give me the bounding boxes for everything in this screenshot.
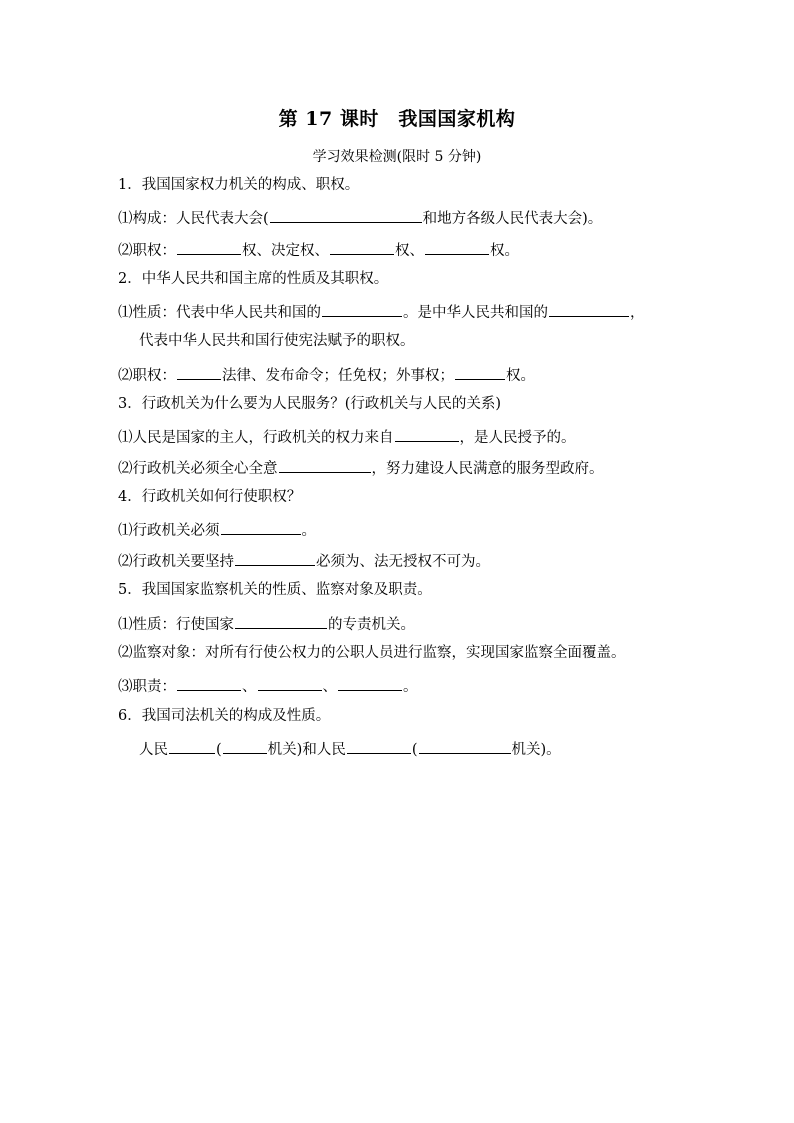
- q4-l2-text-b: 必须为、法无授权不可为。: [316, 554, 490, 570]
- q2-l1-text-c: ，: [630, 305, 645, 321]
- q2-blank-3[interactable]: [177, 363, 221, 380]
- q2-l3-text-b: 法律、发布命令；任免权；外事权；: [222, 368, 454, 384]
- q1-l2-text-c: 权、: [395, 243, 424, 259]
- q5-blank-4[interactable]: [338, 674, 402, 691]
- q1-l2-text-a: ⑵职权：: [118, 243, 176, 259]
- q2-blank-2[interactable]: [549, 300, 629, 317]
- q1-blank-2[interactable]: [177, 238, 241, 255]
- q4-line-2: [118, 549, 490, 572]
- q1-line-1: [118, 206, 602, 229]
- q4-blank-2[interactable]: [235, 549, 315, 566]
- q5-l3-text-b: 、: [242, 679, 257, 695]
- q1-heading: 1．我国国家权力机关的构成、职权。: [118, 177, 360, 193]
- q3-blank-2[interactable]: [279, 456, 371, 473]
- q3-l2-text-a: ⑵行政机关必须全心全意: [118, 461, 278, 477]
- q6-l1-text-e: 机关)。: [511, 742, 561, 758]
- q4-heading: 4．行政机关如何行使职权？: [118, 489, 302, 505]
- q6-l1-text-b: (: [216, 742, 222, 758]
- q6-l1-text-d: (: [411, 742, 418, 758]
- q2-l3-text-a: ⑵职权：: [118, 368, 176, 384]
- q6-l1-text-a: 人民: [139, 742, 168, 758]
- q4-blank-1[interactable]: [221, 518, 301, 535]
- q6-blank-1[interactable]: [169, 737, 215, 754]
- q5-l3-text-c: 、: [322, 679, 337, 695]
- page-subtitle: 学习效果检测(限时 5 分钟): [312, 149, 482, 165]
- q1-blank-4[interactable]: [425, 238, 489, 255]
- q4-l1-text-b: 。: [301, 523, 316, 539]
- q5-l3-text-d: 。: [403, 679, 418, 695]
- q4-line-1: [118, 518, 316, 541]
- q5-blank-2[interactable]: [177, 674, 241, 691]
- q3-line-1: [118, 425, 576, 448]
- q6-l1-text-c: 机关)和人民: [267, 742, 346, 758]
- q6-blank-4[interactable]: [419, 737, 511, 754]
- q1-l2-text-b: 权、决定权、: [242, 243, 329, 259]
- q5-heading: 5．我国国家监察机关的性质、监察对象及职责。: [118, 582, 432, 598]
- q5-blank-1[interactable]: [235, 612, 327, 629]
- q2-l1-text-a: ⑴性质：代表中华人民共和国的: [118, 305, 321, 321]
- q5-l1-text-b: 的专责机关。: [328, 617, 415, 633]
- q2-blank-1[interactable]: [322, 300, 402, 317]
- q5-l3-text-a: ⑶职责：: [118, 679, 176, 695]
- q5-blank-3[interactable]: [258, 674, 322, 691]
- q1-l1-text-a: ⑴构成：人民代表大会(: [118, 211, 269, 227]
- q1-line-2: [118, 238, 519, 261]
- q4-l1-text-a: ⑴行政机关必须: [118, 523, 220, 539]
- q6-blank-3[interactable]: [347, 737, 411, 754]
- q1-blank-3[interactable]: [330, 238, 394, 255]
- q2-l1-text-b: 。是中华人民共和国的: [403, 305, 548, 321]
- q6-blank-2[interactable]: [223, 737, 267, 754]
- q2-blank-4[interactable]: [455, 363, 505, 380]
- q2-line-1: [118, 300, 645, 323]
- q5-l1-text-a: ⑴性质：行使国家: [118, 617, 234, 633]
- q3-line-2: [118, 456, 604, 479]
- q5-line-3: [118, 674, 418, 697]
- q6-line-1: [139, 737, 561, 760]
- q1-l1-text-b: 和地方各级人民代表大会)。: [422, 211, 603, 227]
- q1-l2-text-d: 权。: [490, 243, 519, 259]
- q5-line-2: ⑵监察对象：对所有行使公权力的公职人员进行监察，实现国家监察全面覆盖。: [118, 645, 626, 661]
- q4-l2-text-a: ⑵行政机关要坚持: [118, 554, 234, 570]
- page-title: 第 17 课时 我国国家机构: [278, 108, 516, 130]
- q2-line-3: [118, 363, 535, 386]
- q2-l3-text-c: 权。: [506, 368, 535, 384]
- q3-l1-text-a: ⑴人民是国家的主人，行政机关的权力来自: [118, 430, 394, 446]
- q1-blank-1[interactable]: [270, 206, 422, 223]
- q2-line-2: 代表中华人民共和国行使宪法赋予的职权。: [139, 333, 415, 349]
- q3-l2-text-b: ，努力建设人民满意的服务型政府。: [371, 461, 604, 477]
- q3-heading: 3．行政机关为什么要为人民服务？(行政机关与人民的关系): [118, 396, 502, 412]
- q5-line-1: [118, 612, 415, 635]
- q2-heading: 2．中华人民共和国主席的性质及其职权。: [118, 271, 389, 287]
- q3-blank-1[interactable]: [395, 425, 459, 442]
- q3-l1-text-b: ，是人民授予的。: [459, 430, 576, 446]
- q6-heading: 6．我国司法机关的构成及性质。: [118, 708, 331, 724]
